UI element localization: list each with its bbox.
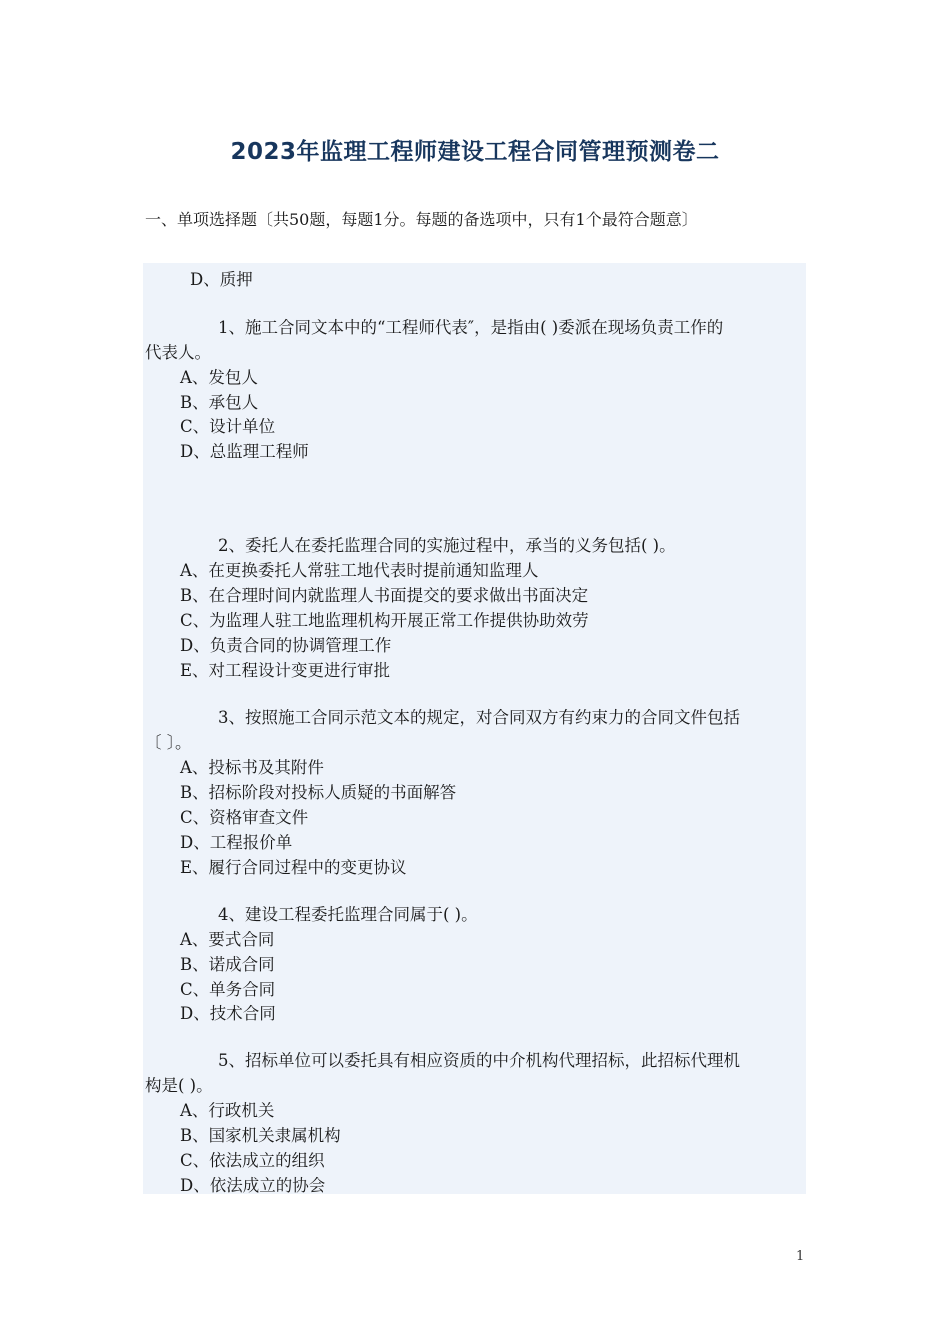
question-4-option-a: A、要式合同 (180, 930, 275, 949)
question-3-option-d: D、工程报价单 (180, 833, 293, 852)
document-title: 2023年监理工程师建设工程合同管理预测卷二 (230, 139, 720, 165)
question-1-option-c: C、设计单位 (180, 417, 276, 436)
question-1-option-a: A、发包人 (180, 368, 258, 387)
question-4-option-b: B、诺成合同 (180, 955, 275, 974)
question-2-option-a: A、在更换委托人常驻工地代表时提前通知监理人 (180, 561, 539, 580)
question-5-option-b: B、国家机关隶属机构 (180, 1126, 341, 1145)
question-5-option-a: A、行政机关 (180, 1101, 275, 1120)
question-5-option-d: D、依法成立的协会 (180, 1176, 326, 1195)
question-1-stem: 1、施工合同文本中的“工程师代表″，是指由( )委派在现场负责工作的 (218, 318, 724, 337)
question-3-option-a: A、投标书及其附件 (180, 758, 324, 777)
page-number: 1 (796, 1249, 805, 1264)
question-5-stem-cont: 构是( )。 (145, 1076, 213, 1095)
question-5-option-c: C、依法成立的组织 (180, 1151, 325, 1170)
question-1-option-d: D、总监理工程师 (180, 442, 309, 461)
question-2-stem: 2、委托人在委托监理合同的实施过程中，承当的义务包括( )。 (218, 536, 676, 555)
question-2-option-e: E、对工程设计变更进行审批 (180, 661, 391, 680)
question-2-option-c: C、为监理人驻工地监理机构开展正常工作提供协助效劳 (180, 611, 589, 630)
question-2-option-d: D、负责合同的协调管理工作 (180, 636, 392, 655)
question-2-option-b: B、在合理时间内就监理人书面提交的要求做出书面决定 (180, 586, 589, 605)
question-3-option-e: E、履行合同过程中的变更协议 (180, 858, 407, 877)
question-5-stem: 5、招标单位可以委托具有相应资质的中介机构代理招标，此招标代理机 (218, 1051, 740, 1070)
question-4-option-d: D、技术合同 (180, 1004, 276, 1023)
question-4-stem: 4、建设工程委托监理合同属于( )。 (218, 905, 478, 924)
question-4-option-c: C、单务合同 (180, 980, 276, 999)
section-heading: 一、单项选择题〔共50题，每题1分。每题的备选项中，只有1个最符合题意〕 (145, 210, 698, 229)
question-1-stem-cont: 代表人。 (145, 343, 211, 362)
question-1-option-b: B、承包人 (180, 393, 259, 412)
question-3-stem-cont: 〔 〕。 (145, 733, 192, 752)
question-3-option-c: C、资格审查文件 (180, 808, 309, 827)
question-3-option-b: B、招标阶段对投标人质疑的书面解答 (180, 783, 457, 802)
lead-option: D、质押 (190, 270, 253, 289)
question-3-stem: 3、按照施工合同示范文本的规定，对合同双方有约束力的合同文件包括 (218, 708, 740, 727)
